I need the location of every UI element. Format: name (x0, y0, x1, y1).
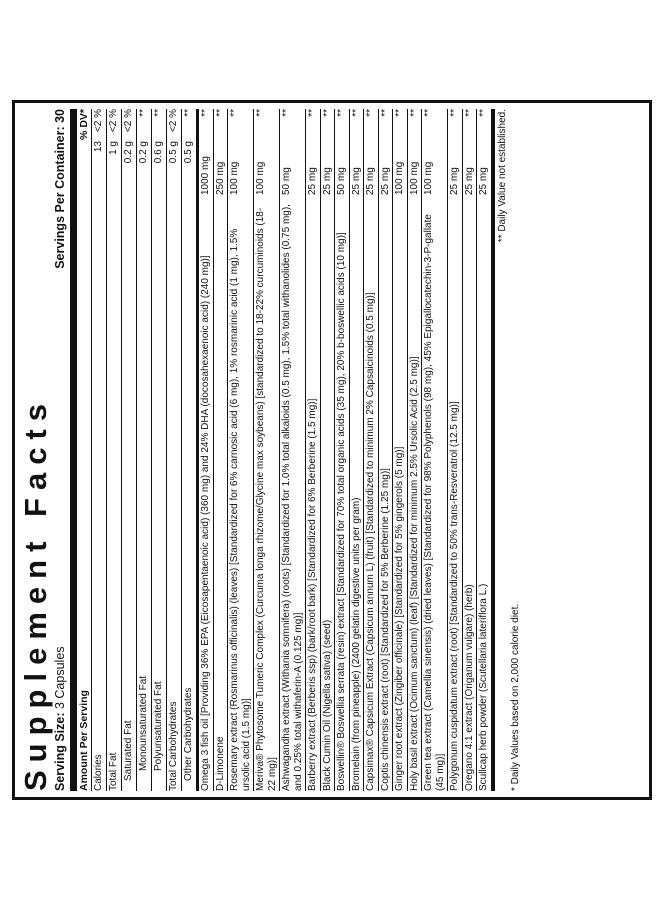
nutrient-row (152, 109, 167, 791)
ingredient-dv: ** (350, 109, 362, 117)
nutrient-amount: 13 (93, 141, 104, 153)
ingredient-name: Ginger root extract (Zingiber officinale) [Standardized for 5% gingerols (5 mg)] (394, 446, 405, 791)
nutrient-name: Saturated Fat (123, 720, 134, 781)
ingredient-dv: ** (229, 109, 240, 117)
nutrient-amount: 1 g (108, 141, 119, 155)
nutrient-row (167, 109, 182, 791)
ingredient-row (280, 109, 306, 791)
ingredient-amount: 25 mg (449, 167, 460, 195)
ingredient-name: Ashwagandha extract (Withania somnifera) (roots) [Standardized for 1.0% total alkaloids (0.5 mg), 1.5% total withanolides (0.75 mg), and 0.25% total withaferin-A (0.125 mg)] (281, 204, 304, 791)
nutrient-name: Monounsaturated Fat (138, 675, 149, 771)
ingredient-amount: 50 mg (281, 167, 292, 195)
nutrient-name: Other Carbohydrates (183, 687, 194, 781)
ingredient-amount: 250 mg (214, 161, 226, 195)
serving-size-value: 3 Capsules (53, 646, 67, 710)
nutrient-amount: 0.2 g (138, 141, 149, 164)
nutrient-dv: <2 % (93, 109, 104, 133)
ingredient-dv: ** (281, 109, 292, 117)
ingredient-amount: 25 mg (365, 167, 376, 195)
nutrient-row (122, 109, 137, 791)
table-header (77, 109, 92, 791)
ingredient-dv: ** (408, 109, 420, 117)
supplement-facts-panel (12, 100, 652, 800)
servings-per-container: Servings Per Container: 30 (53, 109, 67, 269)
ingredient-row (422, 109, 448, 791)
ingredient-row (463, 109, 478, 791)
nutrient-dv: ** (183, 109, 194, 117)
ingredient-dv: ** (463, 109, 475, 117)
ingredient-name: Black Cumin Oil (Nigella sativa) (seed) (321, 619, 333, 791)
footnote-calorie-diet: * Daily Values based on 2,000 calorie diet. (509, 603, 521, 791)
ingredient-dv: ** (394, 109, 405, 117)
nutrient-amount: 0.5 g (168, 141, 179, 164)
ingredient-amount: 100 mg (394, 161, 405, 195)
ingredient-dv: ** (336, 109, 347, 117)
nutrient-name: Calories (93, 754, 104, 791)
nutrient-row (107, 109, 122, 791)
ingredient-amount: 25 mg (321, 167, 333, 195)
ingredient-name: Oregano 4:1 extract (Origanum vulgare) (herb) (463, 584, 475, 791)
ingredient-name: Meriva® Phytosome Tumeric Complex (Curcuma longa rhizome/Glycine max soybeans) [standardized to 18-22% curcuminoids (18-22 mg)] (255, 207, 278, 791)
ingredient-amount: 100 mg (408, 161, 420, 195)
ingredient-name: Polygonum cuspidatum extract (root) [Standardized to 50% trans-Resveratrol (12.5 mg)] (449, 401, 460, 791)
ingredient-name: Scullcap herb powder (Scutellaria lateriflora L.) (478, 583, 489, 791)
ingredient-row (306, 109, 321, 791)
nutrient-name: Total Fat (108, 752, 119, 791)
serving-size-label: Serving Size: (53, 712, 67, 791)
ingredient-amount: 100 mg (423, 161, 434, 195)
ingredient-dv: ** (423, 109, 434, 117)
ingredient-amount: 25 mg (379, 167, 391, 195)
ingredient-row (448, 109, 463, 791)
ingredient-row (214, 109, 229, 791)
ingredient-amount: 25 mg (307, 167, 318, 195)
ingredient-row (228, 109, 254, 791)
ingredient-dv: ** (200, 109, 211, 117)
nutrient-row (182, 109, 199, 791)
nutrient-name: Polyunsaturated Fat (153, 681, 164, 771)
ingredient-amount: 100 mg (255, 161, 266, 195)
ingredient-dv: ** (255, 109, 266, 117)
ingredient-amount: 25 mg (463, 167, 475, 195)
ingredient-row (364, 109, 379, 791)
nutrient-list (92, 109, 199, 791)
nutrient-dv: <2 % (123, 109, 134, 133)
ingredient-row (379, 109, 394, 791)
nutrient-amount: 0.5 g (183, 141, 194, 164)
ingredient-row (408, 109, 423, 791)
ingredient-name: D-Limonene (214, 736, 226, 791)
thick-divider (70, 109, 77, 791)
panel-title: Supplement Facts (18, 396, 53, 791)
nutrient-row (92, 109, 107, 791)
nutrient-name: Total Carbohydrates (168, 701, 179, 791)
ingredient-amount: 25 mg (478, 167, 489, 195)
ingredient-dv: ** (379, 109, 391, 117)
ingredient-amount: 1000 mg (200, 156, 211, 195)
ingredient-amount: 50 mg (336, 167, 347, 195)
ingredient-list (199, 109, 492, 791)
ingredient-dv: ** (478, 109, 489, 117)
ingredient-row (350, 109, 365, 791)
ingredient-amount: 25 mg (350, 167, 362, 195)
amount-header: Amount Per Serving (78, 690, 90, 791)
ingredient-row (477, 109, 492, 791)
ingredient-name: Boswellin® Boswellia serrata (resin) extract [Standardized for 70% total organic acids (35 mg), 20% b-boswellic acids (10 mg)] (336, 232, 347, 791)
footnote-dv-not-established: ** Daily Value not established. (496, 109, 508, 243)
nutrient-dv: ** (138, 109, 149, 117)
ingredient-name: Green tea extract (Camellia sinensis) (dried leaves) [Standardized for 98% Polyphenols (98 mg), 45% Epigallocatechin-3-P-gallate (45 mg)] (423, 214, 446, 791)
nutrient-dv: ** (153, 109, 164, 117)
ingredient-row (393, 109, 408, 791)
ingredient-dv: ** (214, 109, 226, 117)
nutrient-dv: <2 % (168, 109, 179, 133)
ingredient-dv: ** (449, 109, 460, 117)
ingredient-dv: ** (307, 109, 318, 117)
ingredient-row (335, 109, 350, 791)
ingredient-name: Holy basil extract (Ocimum sanctum) (leaf) [Standardized for minimum 2.5% Ursolic Acid (2.5 mg)] (408, 356, 420, 791)
ingredient-row (254, 109, 280, 791)
ingredient-row (321, 109, 336, 791)
ingredient-name: Coptis chinensis extract (root) [Standardized for 5% Berberine (1.25 mg)] (379, 468, 391, 791)
ingredient-dv: ** (321, 109, 333, 117)
ingredient-name: Rosemary extract (Rosmarinus officinalis) (leaves) [Standardized for 6% carnosic acid (6 mg), 1% rosmarinic acid (1 mg), 1.5% ursolic acid (1.5 mg)] (229, 228, 252, 791)
footnotes (492, 109, 522, 791)
ingredient-name: Capsimax® Capsicum Extract (Capsicum annum L) (fruit) [Standardized to minimum 2% Capsaicinoids (0.5 mg)] (365, 292, 376, 791)
dv-header: % DV* (78, 109, 90, 140)
ingredient-row (199, 109, 214, 791)
ingredient-name: Bromelain (from pineapple) (2400 gelatin digestive units per gram) (350, 497, 362, 791)
nutrient-amount: 0.6 g (153, 141, 164, 164)
ingredient-name: Omega 3 fish oil [Providing 36% EPA (Eicosapentaenoic acid) (360 mg) and 24% DHA (docosahexaenoic acid) (240 mg)] (200, 255, 211, 791)
serving-info (53, 109, 68, 791)
nutrient-dv: <2 % (108, 109, 119, 133)
ingredient-amount: 100 mg (229, 161, 240, 195)
nutrient-amount: 0.2 g (123, 141, 134, 164)
serving-size (53, 646, 68, 791)
nutrient-row (137, 109, 152, 791)
ingredient-name: Barberry extract (Berberis ssp) (bark/root bark) [Standardized for 6% Berberine (1.5 mg)] (307, 398, 318, 791)
ingredient-dv: ** (365, 109, 376, 117)
